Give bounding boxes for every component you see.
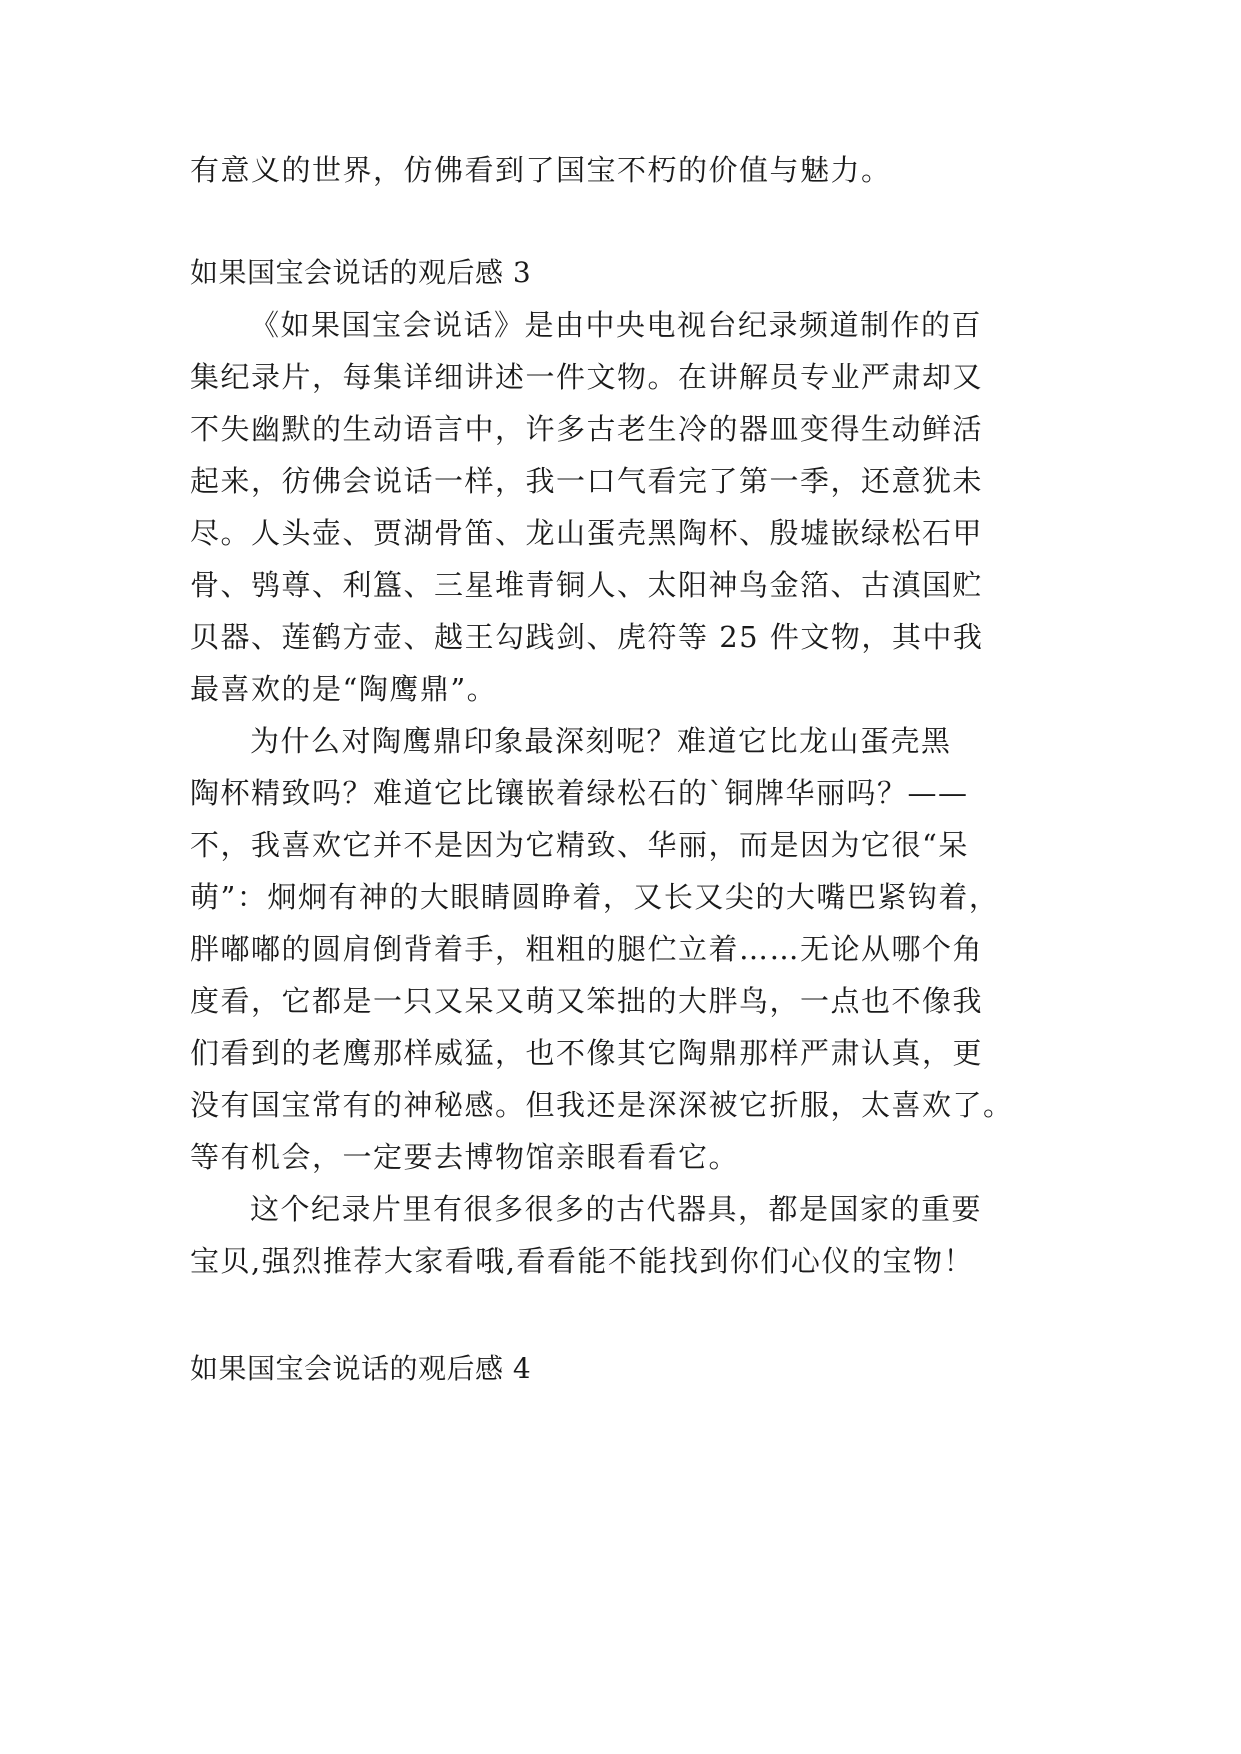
paragraph-line: 起来，彷佛会说话一样，我一口气看完了第一季，还意犹未 — [190, 464, 984, 498]
paragraph-line: 不失幽默的生动语言中，许多古老生冷的器皿变得生动鲜活 — [190, 412, 984, 446]
paragraph-line: 集纪录片，每集详细讲述一件文物。在讲解员专业严肃却又 — [190, 360, 984, 394]
paragraph-line: 度看，它都是一只又呆又萌又笨拙的大胖鸟，一点也不像我 — [190, 984, 984, 1018]
paragraph-line: 胖嘟嘟的圆肩倒背着手，粗粗的腿伫立着……无论从哪个角 — [190, 932, 984, 966]
paragraph-line: 最喜欢的是“陶鹰鼎”。 — [190, 672, 498, 706]
paragraph-line: 骨、鸮尊、利簋、三星堆青铜人、太阳神鸟金箔、古滇国贮 — [190, 568, 984, 602]
paragraph-line: 尽。人头壶、贾湖骨笛、龙山蛋壳黑陶杯、殷墟嵌绿松石甲 — [190, 516, 984, 550]
paragraph-line: 们看到的老鹰那样威猛，也不像其它陶鼎那样严肃认真，更 — [190, 1036, 984, 1070]
section-heading: 如果国宝会说话的观后感 3 — [190, 256, 532, 289]
paragraph-line: 贝器、莲鹤方壶、越王勾践剑、虎符等 25 件文物，其中我 — [190, 620, 984, 654]
paragraph-line: 没有国宝常有的神秘感。但我还是深深被它折服，太喜欢了。 — [190, 1088, 1014, 1122]
section-heading: 如果国宝会说话的观后感 4 — [190, 1352, 532, 1385]
paragraph-line: 萌”：炯炯有神的大眼睛圆睁着，又长又尖的大嘴巴紧钩着， — [190, 880, 1000, 914]
paragraph-line: 等有机会，一定要去博物馆亲眼看看它。 — [190, 1140, 740, 1174]
paragraph-line: 陶杯精致吗？难道它比镶嵌着绿松石的`铜牌华丽吗？—— — [190, 776, 969, 810]
paragraph-line: 《如果国宝会说话》是由中央电视台纪录频道制作的百 — [250, 308, 983, 342]
paragraph-line: 这个纪录片里有很多很多的古代器具，都是国家的重要 — [250, 1192, 983, 1226]
paragraph-line: 为什么对陶鹰鼎印象最深刻呢？难道它比龙山蛋壳黑 — [250, 724, 952, 758]
paragraph-line: 有意义的世界，仿佛看到了国宝不朽的价值与魅力。 — [190, 153, 892, 187]
paragraph-line: 不，我喜欢它并不是因为它精致、华丽，而是因为它很“呆 — [190, 828, 969, 862]
paragraph-line: 宝贝,强烈推荐大家看哦,看看能不能找到你们心仪的宝物！ — [190, 1244, 974, 1278]
